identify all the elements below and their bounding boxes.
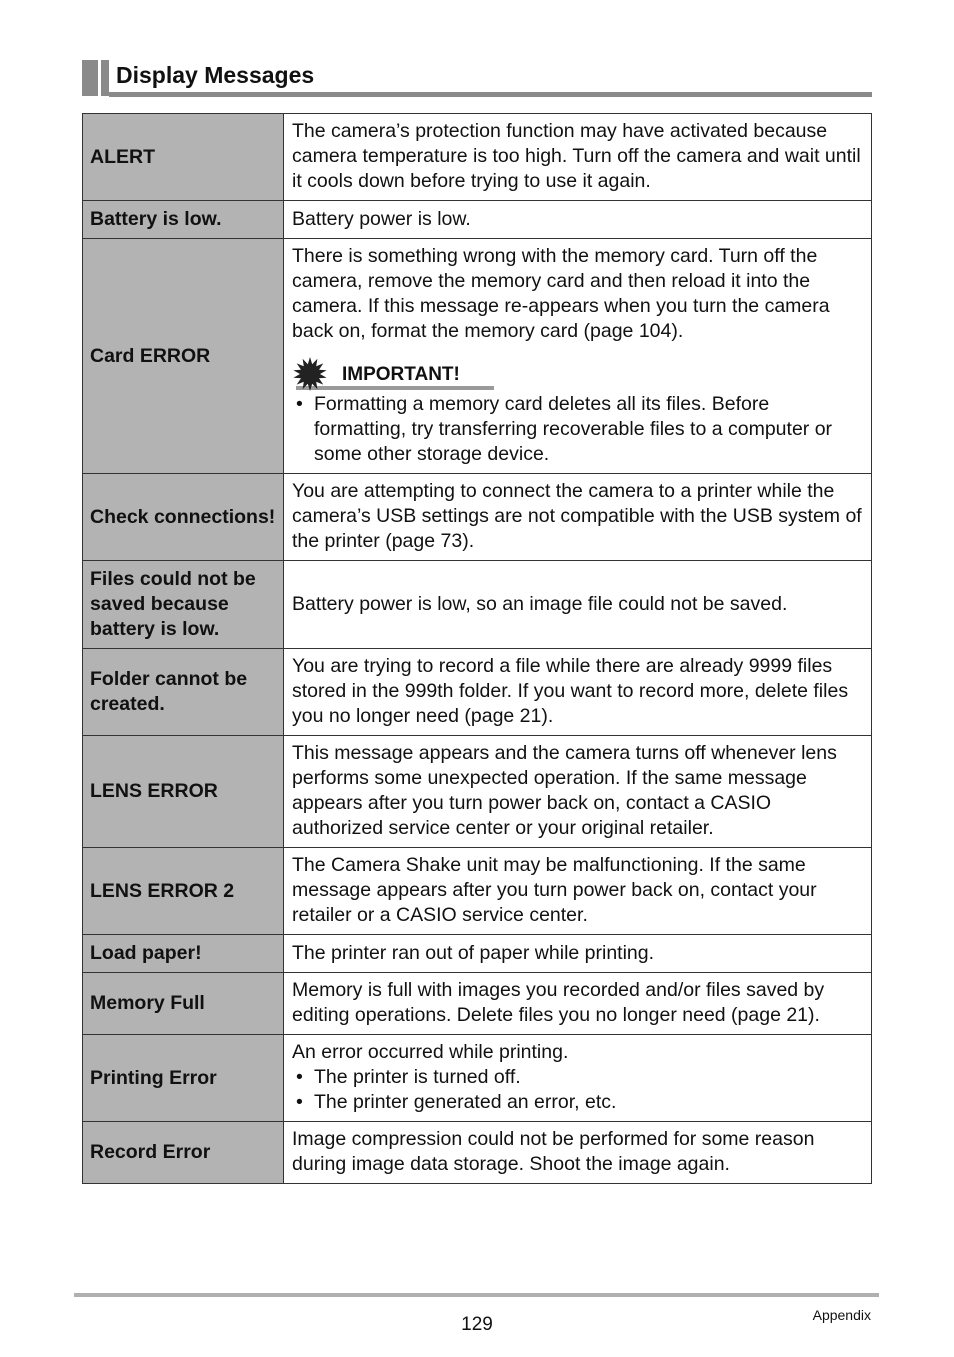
description-text: You are attempting to connect the camera to a printer while the camera’s USB settings are not compatible with the USB system of the printer (page 73). bbox=[292, 480, 862, 552]
page-number: 129 bbox=[461, 1314, 493, 1335]
table-body bbox=[83, 114, 872, 1184]
table-row bbox=[83, 1122, 872, 1184]
description-text: This message appears and the camera turns off whenever lens performs some unexpected operation. If the same message appears after you turn power back on, contact a CASIO authorized service center or your original retailer. bbox=[292, 742, 837, 839]
message-description bbox=[284, 649, 872, 736]
table-row bbox=[83, 1035, 872, 1122]
message-description bbox=[284, 114, 872, 201]
message-description bbox=[284, 201, 872, 239]
message-term: Folder cannot be created. bbox=[83, 649, 284, 736]
description-text: You are trying to record a file while there are already 9999 files stored in the 999th folder. If you want to record more, delete files you no longer need (page 21). bbox=[292, 655, 849, 727]
table-row bbox=[83, 474, 872, 561]
message-term: Memory Full bbox=[83, 973, 284, 1035]
starburst-icon bbox=[292, 356, 328, 392]
footer-rule bbox=[74, 1293, 879, 1297]
message-description bbox=[284, 474, 872, 561]
message-term: Printing Error bbox=[83, 1035, 284, 1122]
table-row bbox=[83, 935, 872, 973]
table-row bbox=[83, 736, 872, 848]
bullet-marker: • bbox=[296, 1066, 303, 1088]
bullet-item bbox=[292, 1065, 863, 1090]
bullet-item bbox=[292, 392, 863, 467]
message-description bbox=[284, 561, 872, 649]
bullet-marker: • bbox=[296, 393, 303, 415]
table-row bbox=[83, 239, 872, 474]
description-text: There is something wrong with the memory card. Turn off the camera, remove the memory card and then reload it into the camera. If this message re-appears when you turn the camera back on, format the memory card (page 104). bbox=[292, 245, 830, 342]
message-term: LENS ERROR bbox=[83, 736, 284, 848]
table-row bbox=[83, 114, 872, 201]
message-description bbox=[284, 848, 872, 935]
message-term: LENS ERROR 2 bbox=[83, 848, 284, 935]
description-text: Battery power is low, so an image file could not be saved. bbox=[292, 592, 788, 615]
important-callout bbox=[292, 356, 494, 392]
bullet-text: Formatting a memory card deletes all its files. Before formatting, try transferring recoverable files to a computer or some other storage device. bbox=[314, 393, 833, 465]
message-description bbox=[284, 239, 872, 474]
table-row bbox=[83, 649, 872, 736]
table-row bbox=[83, 561, 872, 649]
description-text: The printer ran out of paper while printing. bbox=[292, 941, 655, 964]
message-term: Check connections! bbox=[83, 474, 284, 561]
important-label: IMPORTANT! bbox=[342, 363, 460, 385]
table-row bbox=[83, 201, 872, 239]
description-text: Image compression could not be performed for some reason during image data storage. Shoot the image again. bbox=[292, 1128, 815, 1175]
message-description bbox=[284, 736, 872, 848]
message-description bbox=[284, 935, 872, 973]
message-description bbox=[284, 1122, 872, 1184]
bullet-item bbox=[292, 1090, 863, 1115]
section-label: Appendix bbox=[812, 1307, 871, 1323]
header-bar-block bbox=[82, 60, 98, 96]
bullet-marker: • bbox=[296, 1091, 303, 1113]
description-text: Battery power is low. bbox=[292, 207, 471, 230]
header-bar-thin bbox=[101, 60, 109, 96]
bullet-text: The printer is turned off. bbox=[314, 1066, 521, 1088]
header-rule bbox=[109, 92, 872, 97]
page-title: Display Messages bbox=[116, 62, 315, 88]
display-messages-table bbox=[82, 113, 872, 1184]
description-text: The camera’s protection function may have activated because camera temperature is too high. Turn off the camera and wait until it cools down before trying to use it again. bbox=[292, 120, 861, 192]
description-text: The Camera Shake unit may be malfunctioning. If the same message appears after you turn power back on, contact your retailer or a CASIO service center. bbox=[292, 854, 817, 926]
message-term: Record Error bbox=[83, 1122, 284, 1184]
bullet-text: The printer generated an error, etc. bbox=[314, 1091, 617, 1113]
message-term: Files could not be saved because battery is low. bbox=[83, 561, 284, 649]
message-description bbox=[284, 973, 872, 1035]
message-term: Load paper! bbox=[83, 935, 284, 973]
message-term: Card ERROR bbox=[83, 239, 284, 474]
table-row bbox=[83, 973, 872, 1035]
description-text: An error occurred while printing. bbox=[292, 1041, 569, 1063]
description-text: Memory is full with images you recorded and/or files saved by editing operations. Delete files you no longer need (page 21). bbox=[292, 979, 825, 1026]
section-header bbox=[82, 58, 872, 98]
message-term: ALERT bbox=[83, 114, 284, 201]
message-term: Battery is low. bbox=[83, 201, 284, 239]
table-row bbox=[83, 848, 872, 935]
message-description bbox=[284, 1035, 872, 1122]
